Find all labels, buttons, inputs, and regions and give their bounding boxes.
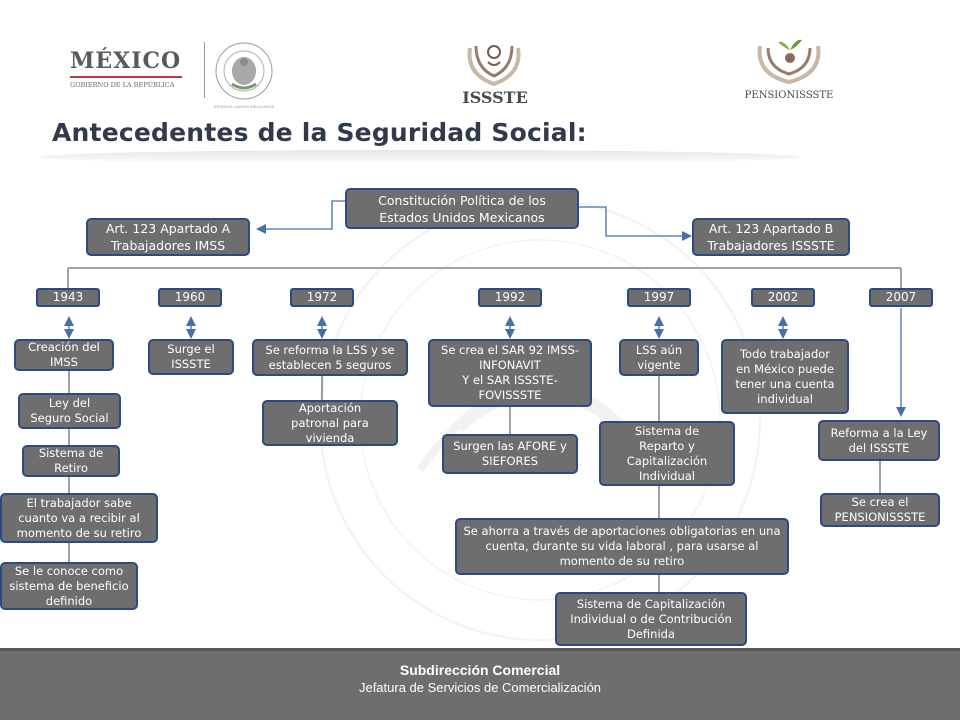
year-1972: 1972 bbox=[290, 288, 354, 307]
sar-92-box: Se crea el SAR 92 IMSS- INFONAVIT Y el SAR ISSSTE- FOVISSSTE bbox=[428, 339, 592, 407]
mexico-logo bbox=[70, 48, 200, 98]
issste-logo-text: ISSSTE bbox=[462, 88, 528, 107]
sistema-retiro-box: Sistema de Retiro bbox=[22, 445, 120, 477]
divider-line bbox=[204, 42, 205, 98]
reparto-capitalizacion-box: Sistema de Reparto y Capitalización Individual bbox=[599, 421, 735, 486]
constitution-box: Constitución Política de los Estados Unidos Mexicanos bbox=[345, 188, 579, 229]
footer-subtitle: Jefatura de Servicios de Comercialización bbox=[358, 680, 602, 695]
issste-emblem-icon bbox=[462, 38, 526, 88]
trabajador-sabe-box: El trabajador sabe cuanto va a recibir al momento de su retiro bbox=[0, 493, 158, 543]
page-title: Antecedentes de la Seguridad Social: bbox=[52, 118, 587, 147]
mexico-seal-icon bbox=[214, 40, 274, 102]
year-2007: 2007 bbox=[869, 288, 933, 307]
year-1960: 1960 bbox=[158, 288, 222, 307]
footer bbox=[0, 648, 960, 720]
art-123-a-box: Art. 123 Apartado A Trabajadores IMSS bbox=[86, 218, 250, 256]
footer-title: Subdirección Comercial bbox=[399, 662, 561, 678]
creacion-imss-box: Creación del IMSS bbox=[14, 339, 114, 371]
aportacion-vivienda-box: Aportación patronal para vivienda bbox=[262, 400, 398, 446]
surge-issste-box: Surge el ISSSTE bbox=[148, 339, 234, 375]
crea-pensionissste-box: Se crea el PENSIONISSSTE bbox=[820, 493, 940, 527]
year-1992: 1992 bbox=[478, 288, 542, 307]
seal-text: ESTADOS UNIDOS MEXICANOS bbox=[213, 104, 275, 109]
lss-vigente-box: LSS aún vigente bbox=[619, 339, 699, 376]
title-shadow bbox=[40, 150, 800, 164]
ahorro-aportaciones-box: Se ahorra a través de aportaciones obligatorias en una cuenta, durante su vida laboral , para usarse al momento de su retiro bbox=[455, 518, 789, 575]
year-1943: 1943 bbox=[36, 288, 100, 307]
ley-seguro-social-box: Ley del Seguro Social bbox=[18, 393, 121, 429]
pensionissste-emblem-icon bbox=[754, 32, 824, 86]
capitalizacion-individual-box: Sistema de Capitalización Individual o de Contribución Definida bbox=[555, 592, 747, 646]
cuenta-individual-box: Todo trabajador en México puede tener una cuenta individual bbox=[721, 339, 849, 414]
reforma-lss-box: Se reforma la LSS y se establecen 5 seguros bbox=[252, 339, 408, 376]
year-1997: 1997 bbox=[627, 288, 691, 307]
art-123-b-box: Art. 123 Apartado B Trabajadores ISSSTE bbox=[692, 218, 850, 256]
mexico-logo-sub: GOBIERNO DE LA REPÚBLICA bbox=[70, 81, 175, 89]
afore-siefores-box: Surgen las AFORE y SIEFORES bbox=[442, 434, 578, 474]
year-2002: 2002 bbox=[751, 288, 815, 307]
beneficio-definido-box: Se le conoce como sistema de beneficio definido bbox=[0, 562, 138, 610]
mexico-logo-word: MÉXICO bbox=[70, 48, 182, 74]
pensionissste-logo-text: PENSIONISSSTE bbox=[744, 90, 834, 101]
reforma-ley-issste-box: Reforma a la Ley del ISSSTE bbox=[818, 420, 940, 461]
